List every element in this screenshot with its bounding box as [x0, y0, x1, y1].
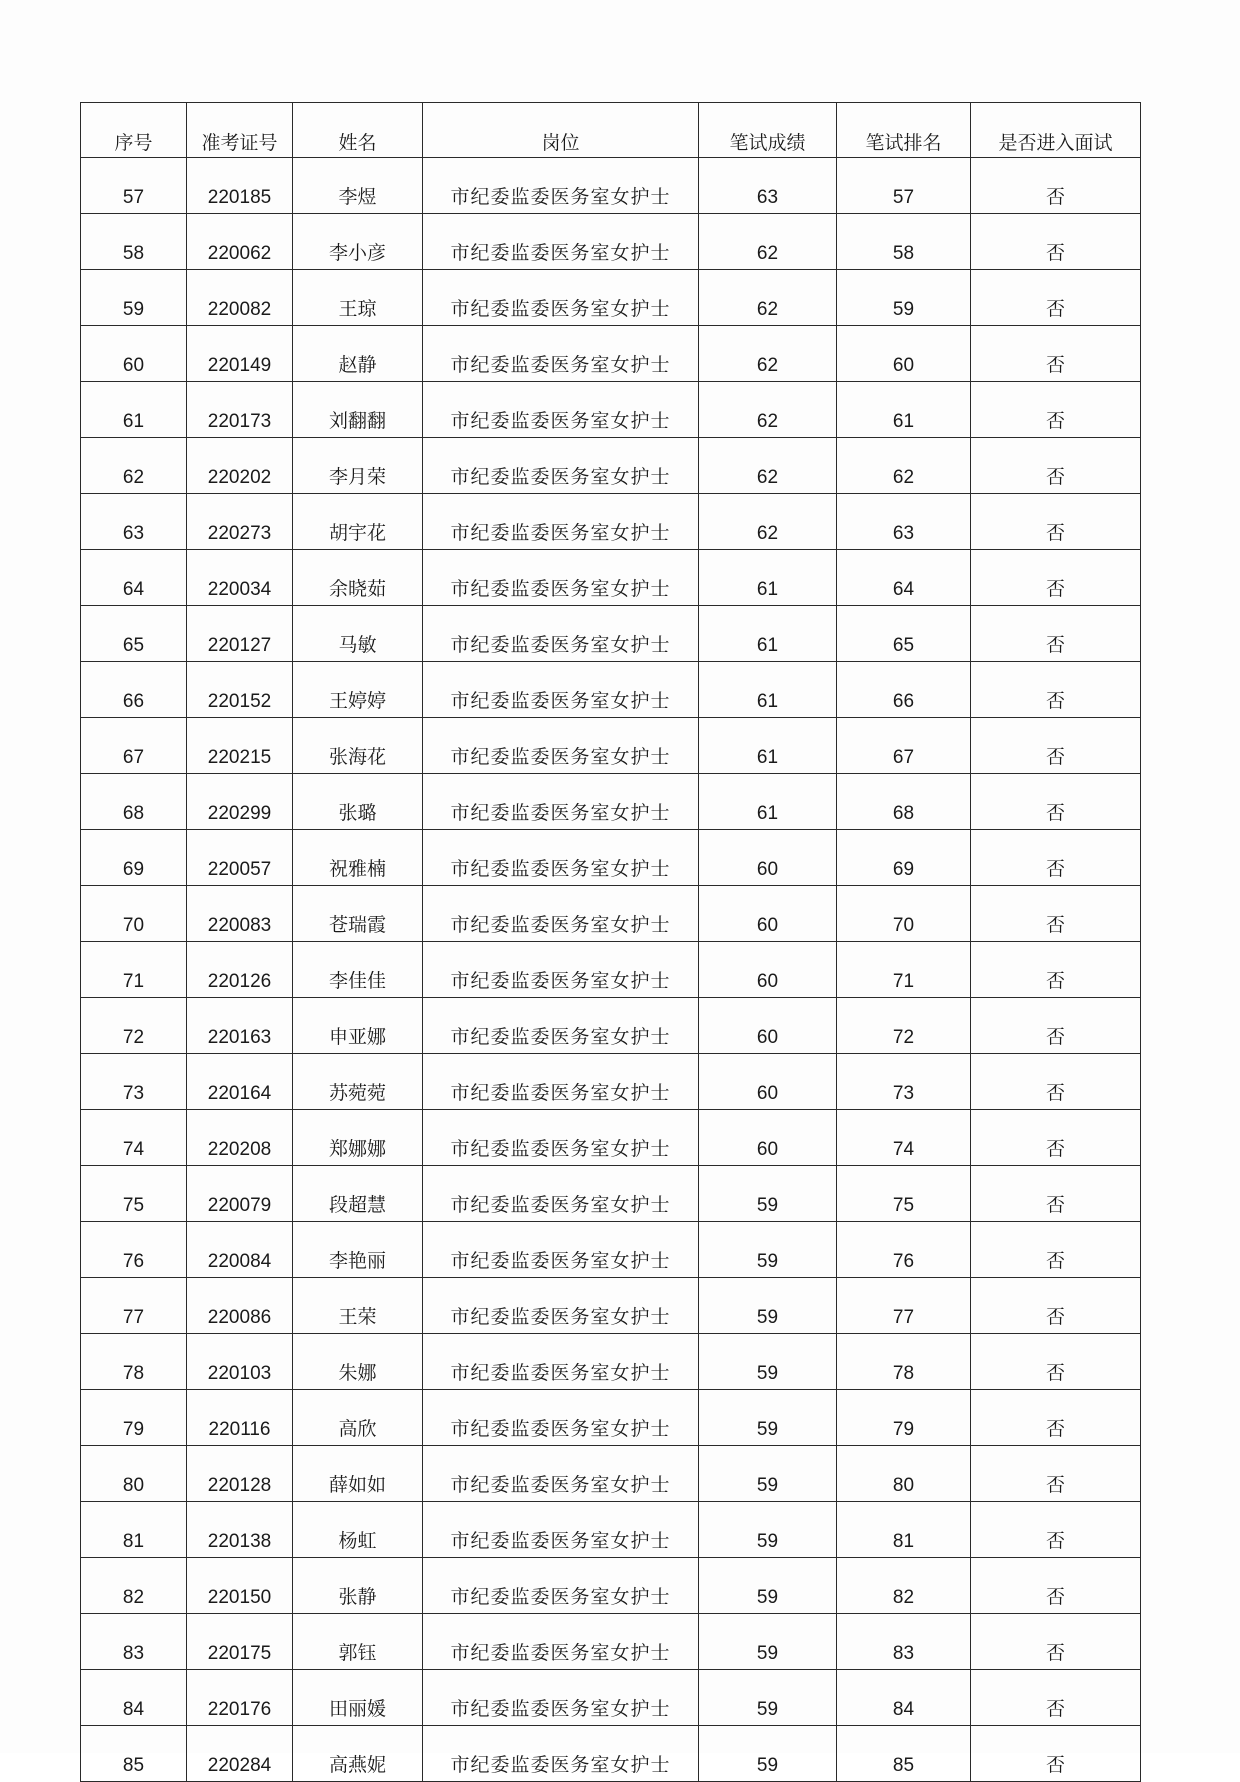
cell-rank: 72 — [837, 998, 971, 1054]
cell-interview: 否 — [971, 886, 1141, 942]
table-header-row — [81, 103, 1141, 158]
cell-exam-id: 220208 — [187, 1110, 293, 1166]
cell-interview: 否 — [971, 1446, 1141, 1502]
table-row — [81, 886, 1141, 942]
cell-interview: 否 — [971, 550, 1141, 606]
cell-interview: 否 — [971, 1502, 1141, 1558]
cell-score: 61 — [699, 550, 837, 606]
cell-seq: 57 — [81, 158, 187, 214]
cell-post: 市纪委监委医务室女护士 — [423, 270, 699, 326]
cell-exam-id: 220173 — [187, 382, 293, 438]
cell-score: 60 — [699, 1054, 837, 1110]
cell-name: 郭钰 — [293, 1614, 423, 1670]
cell-post: 市纪委监委医务室女护士 — [423, 494, 699, 550]
cell-score: 60 — [699, 886, 837, 942]
cell-seq: 75 — [81, 1166, 187, 1222]
table-row — [81, 606, 1141, 662]
cell-seq: 67 — [81, 718, 187, 774]
cell-post: 市纪委监委医务室女护士 — [423, 1278, 699, 1334]
cell-interview: 否 — [971, 830, 1141, 886]
cell-seq: 82 — [81, 1558, 187, 1614]
cell-name: 李小彦 — [293, 214, 423, 270]
table-row — [81, 718, 1141, 774]
cell-post: 市纪委监委医务室女护士 — [423, 550, 699, 606]
cell-interview: 否 — [971, 606, 1141, 662]
cell-exam-id: 220284 — [187, 1726, 293, 1782]
cell-interview: 否 — [971, 1726, 1141, 1782]
cell-exam-id: 220116 — [187, 1390, 293, 1446]
cell-rank: 85 — [837, 1726, 971, 1782]
cell-name: 李艳丽 — [293, 1222, 423, 1278]
cell-seq: 72 — [81, 998, 187, 1054]
cell-post: 市纪委监委医务室女护士 — [423, 214, 699, 270]
cell-seq: 64 — [81, 550, 187, 606]
cell-exam-id: 220082 — [187, 270, 293, 326]
cell-score: 59 — [699, 1334, 837, 1390]
cell-post: 市纪委监委医务室女护士 — [423, 1390, 699, 1446]
cell-interview: 否 — [971, 774, 1141, 830]
table-row — [81, 158, 1141, 214]
cell-name: 杨虹 — [293, 1502, 423, 1558]
cell-exam-id: 220176 — [187, 1670, 293, 1726]
cell-post: 市纪委监委医务室女护士 — [423, 1502, 699, 1558]
cell-score: 61 — [699, 662, 837, 718]
cell-rank: 57 — [837, 158, 971, 214]
cell-rank: 81 — [837, 1502, 971, 1558]
cell-score: 60 — [699, 1110, 837, 1166]
cell-name: 王荣 — [293, 1278, 423, 1334]
cell-post: 市纪委监委医务室女护士 — [423, 1334, 699, 1390]
cell-score: 60 — [699, 942, 837, 998]
cell-rank: 82 — [837, 1558, 971, 1614]
cell-name: 薛如如 — [293, 1446, 423, 1502]
cell-name: 李月荣 — [293, 438, 423, 494]
cell-score: 59 — [699, 1390, 837, 1446]
cell-rank: 80 — [837, 1446, 971, 1502]
cell-name: 苍瑞霞 — [293, 886, 423, 942]
cell-exam-id: 220086 — [187, 1278, 293, 1334]
cell-exam-id: 220175 — [187, 1614, 293, 1670]
cell-post: 市纪委监委医务室女护士 — [423, 1166, 699, 1222]
cell-seq: 80 — [81, 1446, 187, 1502]
cell-post: 市纪委监委医务室女护士 — [423, 1054, 699, 1110]
table-row — [81, 438, 1141, 494]
cell-interview: 否 — [971, 662, 1141, 718]
cell-score: 59 — [699, 1446, 837, 1502]
cell-score: 59 — [699, 1222, 837, 1278]
cell-interview: 否 — [971, 1558, 1141, 1614]
cell-score: 62 — [699, 326, 837, 382]
cell-post: 市纪委监委医务室女护士 — [423, 1670, 699, 1726]
table-row — [81, 774, 1141, 830]
table-row — [81, 1166, 1141, 1222]
cell-score: 59 — [699, 1670, 837, 1726]
header-score: 笔试成绩 — [699, 103, 837, 158]
cell-exam-id: 220273 — [187, 494, 293, 550]
cell-seq: 68 — [81, 774, 187, 830]
cell-name: 田丽媛 — [293, 1670, 423, 1726]
cell-interview: 否 — [971, 270, 1141, 326]
cell-name: 祝雅楠 — [293, 830, 423, 886]
cell-score: 60 — [699, 830, 837, 886]
cell-exam-id: 220127 — [187, 606, 293, 662]
table-row — [81, 1390, 1141, 1446]
table-row — [81, 270, 1141, 326]
table-row — [81, 382, 1141, 438]
cell-seq: 73 — [81, 1054, 187, 1110]
cell-seq: 58 — [81, 214, 187, 270]
cell-rank: 62 — [837, 438, 971, 494]
cell-exam-id: 220034 — [187, 550, 293, 606]
header-rank: 笔试排名 — [837, 103, 971, 158]
cell-post: 市纪委监委医务室女护士 — [423, 1222, 699, 1278]
cell-score: 61 — [699, 718, 837, 774]
cell-interview: 否 — [971, 1390, 1141, 1446]
cell-post: 市纪委监委医务室女护士 — [423, 662, 699, 718]
cell-seq: 60 — [81, 326, 187, 382]
cell-post: 市纪委监委医务室女护士 — [423, 1558, 699, 1614]
cell-rank: 58 — [837, 214, 971, 270]
cell-score: 62 — [699, 382, 837, 438]
cell-rank: 74 — [837, 1110, 971, 1166]
header-interview: 是否进入面试 — [971, 103, 1141, 158]
cell-exam-id: 220103 — [187, 1334, 293, 1390]
header-post: 岗位 — [423, 103, 699, 158]
cell-exam-id: 220079 — [187, 1166, 293, 1222]
table-row — [81, 214, 1141, 270]
cell-rank: 70 — [837, 886, 971, 942]
table-body — [81, 158, 1141, 1782]
cell-seq: 78 — [81, 1334, 187, 1390]
cell-seq: 66 — [81, 662, 187, 718]
cell-exam-id: 220202 — [187, 438, 293, 494]
cell-score: 59 — [699, 1726, 837, 1782]
cell-name: 高欣 — [293, 1390, 423, 1446]
cell-post: 市纪委监委医务室女护士 — [423, 774, 699, 830]
cell-score: 62 — [699, 214, 837, 270]
table-row — [81, 494, 1141, 550]
cell-seq: 62 — [81, 438, 187, 494]
table-row — [81, 1502, 1141, 1558]
cell-seq: 65 — [81, 606, 187, 662]
cell-rank: 64 — [837, 550, 971, 606]
cell-exam-id: 220185 — [187, 158, 293, 214]
cell-interview: 否 — [971, 1614, 1141, 1670]
cell-post: 市纪委监委医务室女护士 — [423, 998, 699, 1054]
cell-seq: 74 — [81, 1110, 187, 1166]
table-row — [81, 830, 1141, 886]
cell-score: 62 — [699, 438, 837, 494]
cell-rank: 75 — [837, 1166, 971, 1222]
table-row — [81, 1670, 1141, 1726]
cell-post: 市纪委监委医务室女护士 — [423, 382, 699, 438]
cell-name: 朱娜 — [293, 1334, 423, 1390]
cell-exam-id: 220164 — [187, 1054, 293, 1110]
cell-interview: 否 — [971, 1166, 1141, 1222]
cell-exam-id: 220149 — [187, 326, 293, 382]
cell-name: 马敏 — [293, 606, 423, 662]
cell-seq: 70 — [81, 886, 187, 942]
cell-seq: 76 — [81, 1222, 187, 1278]
cell-seq: 77 — [81, 1278, 187, 1334]
cell-post: 市纪委监委医务室女护士 — [423, 942, 699, 998]
cell-seq: 84 — [81, 1670, 187, 1726]
table-row — [81, 1614, 1141, 1670]
cell-score: 59 — [699, 1558, 837, 1614]
cell-rank: 67 — [837, 718, 971, 774]
cell-rank: 83 — [837, 1614, 971, 1670]
cell-rank: 71 — [837, 942, 971, 998]
cell-post: 市纪委监委医务室女护士 — [423, 830, 699, 886]
cell-rank: 76 — [837, 1222, 971, 1278]
cell-exam-id: 220299 — [187, 774, 293, 830]
cell-rank: 66 — [837, 662, 971, 718]
cell-name: 李佳佳 — [293, 942, 423, 998]
cell-rank: 79 — [837, 1390, 971, 1446]
cell-name: 张静 — [293, 1558, 423, 1614]
cell-interview: 否 — [971, 998, 1141, 1054]
cell-interview: 否 — [971, 718, 1141, 774]
cell-name: 刘翻翻 — [293, 382, 423, 438]
cell-rank: 84 — [837, 1670, 971, 1726]
cell-exam-id: 220057 — [187, 830, 293, 886]
cell-post: 市纪委监委医务室女护士 — [423, 438, 699, 494]
table-row — [81, 1222, 1141, 1278]
cell-seq: 59 — [81, 270, 187, 326]
cell-seq: 69 — [81, 830, 187, 886]
header-name: 姓名 — [293, 103, 423, 158]
cell-interview: 否 — [971, 1054, 1141, 1110]
table-row — [81, 1278, 1141, 1334]
cell-rank: 59 — [837, 270, 971, 326]
cell-name: 王婷婷 — [293, 662, 423, 718]
cell-exam-id: 220128 — [187, 1446, 293, 1502]
cell-score: 61 — [699, 774, 837, 830]
cell-name: 高燕妮 — [293, 1726, 423, 1782]
cell-name: 李煜 — [293, 158, 423, 214]
cell-exam-id: 220126 — [187, 942, 293, 998]
cell-rank: 60 — [837, 326, 971, 382]
cell-exam-id: 220152 — [187, 662, 293, 718]
table-row — [81, 1110, 1141, 1166]
cell-name: 张璐 — [293, 774, 423, 830]
cell-name: 申亚娜 — [293, 998, 423, 1054]
cell-score: 59 — [699, 1166, 837, 1222]
table-row — [81, 942, 1141, 998]
cell-interview: 否 — [971, 942, 1141, 998]
cell-post: 市纪委监委医务室女护士 — [423, 1614, 699, 1670]
cell-seq: 81 — [81, 1502, 187, 1558]
cell-exam-id: 220083 — [187, 886, 293, 942]
cell-name: 胡宇花 — [293, 494, 423, 550]
cell-score: 60 — [699, 998, 837, 1054]
cell-interview: 否 — [971, 438, 1141, 494]
cell-interview: 否 — [971, 158, 1141, 214]
cell-name: 余晓茹 — [293, 550, 423, 606]
table-row — [81, 326, 1141, 382]
cell-rank: 68 — [837, 774, 971, 830]
cell-seq: 61 — [81, 382, 187, 438]
table-row — [81, 662, 1141, 718]
cell-interview: 否 — [971, 326, 1141, 382]
cell-name: 赵静 — [293, 326, 423, 382]
cell-exam-id: 220150 — [187, 1558, 293, 1614]
cell-interview: 否 — [971, 1670, 1141, 1726]
cell-rank: 69 — [837, 830, 971, 886]
cell-interview: 否 — [971, 1334, 1141, 1390]
table-row — [81, 998, 1141, 1054]
header-seq: 序号 — [81, 103, 187, 158]
cell-exam-id: 220163 — [187, 998, 293, 1054]
cell-score: 59 — [699, 1278, 837, 1334]
cell-exam-id: 220138 — [187, 1502, 293, 1558]
cell-exam-id: 220215 — [187, 718, 293, 774]
cell-name: 张海花 — [293, 718, 423, 774]
table-row — [81, 1054, 1141, 1110]
cell-seq: 71 — [81, 942, 187, 998]
cell-post: 市纪委监委医务室女护士 — [423, 1726, 699, 1782]
cell-interview: 否 — [971, 494, 1141, 550]
cell-seq: 63 — [81, 494, 187, 550]
cell-post: 市纪委监委医务室女护士 — [423, 1446, 699, 1502]
cell-rank: 78 — [837, 1334, 971, 1390]
table-row — [81, 1446, 1141, 1502]
cell-seq: 79 — [81, 1390, 187, 1446]
table-row — [81, 1334, 1141, 1390]
cell-post: 市纪委监委医务室女护士 — [423, 606, 699, 662]
table-row — [81, 550, 1141, 606]
cell-rank: 73 — [837, 1054, 971, 1110]
cell-seq: 85 — [81, 1726, 187, 1782]
cell-post: 市纪委监委医务室女护士 — [423, 158, 699, 214]
cell-name: 苏菀菀 — [293, 1054, 423, 1110]
cell-interview: 否 — [971, 1222, 1141, 1278]
cell-rank: 65 — [837, 606, 971, 662]
cell-name: 段超慧 — [293, 1166, 423, 1222]
cell-seq: 83 — [81, 1614, 187, 1670]
table-row — [81, 1726, 1141, 1782]
cell-score: 59 — [699, 1614, 837, 1670]
cell-exam-id: 220084 — [187, 1222, 293, 1278]
exam-results-table — [80, 102, 1141, 1782]
cell-score: 59 — [699, 1502, 837, 1558]
cell-rank: 63 — [837, 494, 971, 550]
cell-interview: 否 — [971, 1278, 1141, 1334]
header-exam-id: 准考证号 — [187, 103, 293, 158]
cell-score: 62 — [699, 494, 837, 550]
table-row — [81, 1558, 1141, 1614]
cell-score: 61 — [699, 606, 837, 662]
cell-name: 郑娜娜 — [293, 1110, 423, 1166]
cell-interview: 否 — [971, 214, 1141, 270]
cell-name: 王琼 — [293, 270, 423, 326]
cell-post: 市纪委监委医务室女护士 — [423, 718, 699, 774]
cell-post: 市纪委监委医务室女护士 — [423, 886, 699, 942]
cell-post: 市纪委监委医务室女护士 — [423, 1110, 699, 1166]
cell-rank: 77 — [837, 1278, 971, 1334]
cell-interview: 否 — [971, 382, 1141, 438]
cell-rank: 61 — [837, 382, 971, 438]
cell-score: 62 — [699, 270, 837, 326]
cell-post: 市纪委监委医务室女护士 — [423, 326, 699, 382]
cell-exam-id: 220062 — [187, 214, 293, 270]
cell-score: 63 — [699, 158, 837, 214]
cell-interview: 否 — [971, 1110, 1141, 1166]
